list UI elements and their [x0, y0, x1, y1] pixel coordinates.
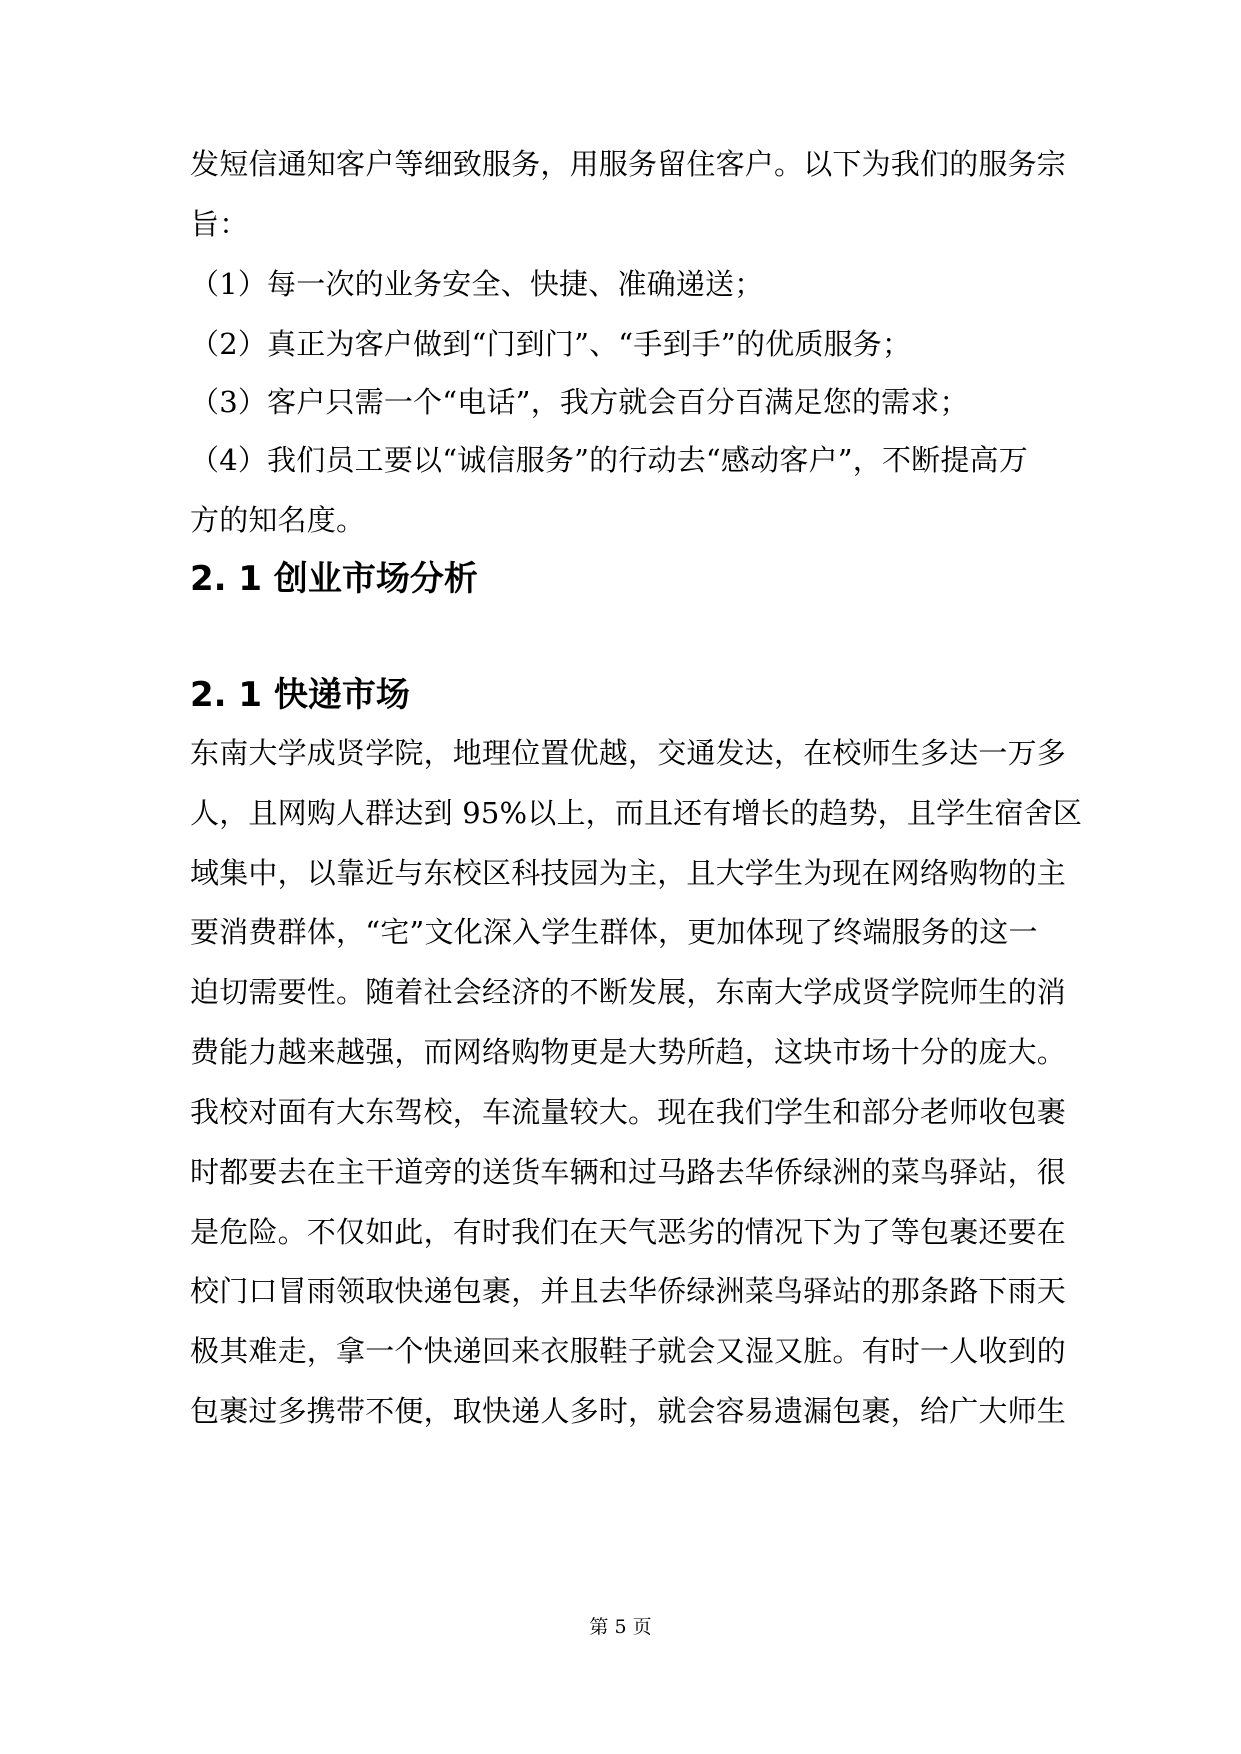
intro-line-1: 发短信通知客户等细致服务，用服务留住客户。以下为我们的服务宗 — [190, 147, 1067, 181]
section-heading-market-analysis: 2. 1 创业市场分析 — [190, 559, 478, 599]
service-item-2: （2）真正为客户做到“门到门”、“手到手”的优质服务； — [190, 327, 912, 361]
market-line-3: 域集中，以靠近与东校区科技园为主，且大学生为现在网络购物的主 — [190, 856, 1067, 890]
section-heading-express-market: 2. 1 快递市场 — [190, 675, 410, 715]
service-item-3: （3）客户只需一个“电话”，我方就会百分百满足您的需求； — [190, 385, 969, 419]
service-item-1: （1）每一次的业务安全、快捷、准确递送； — [190, 267, 764, 301]
market-line-6: 费能力越来越强，而网络购物更是大势所趋，这块市场十分的庞大。 — [190, 1035, 1067, 1069]
market-line-2: 人，且网购人群达到 95%以上，而且还有增长的趋势，且学生宿舍区 — [190, 796, 1083, 830]
service-item-4-line-2: 方的知名度。 — [190, 503, 366, 537]
market-line-9: 是危险。不仅如此，有时我们在天气恶劣的情况下为了等包裹还要在 — [190, 1215, 1067, 1249]
market-line-11: 极其难走，拿一个快递回来衣服鞋子就会又湿又脏。有时一人收到的 — [190, 1334, 1067, 1368]
intro-line-2: 旨： — [190, 207, 249, 241]
market-line-7: 我校对面有大东驾校，车流量较大。现在我们学生和部分老师收包裹 — [190, 1095, 1067, 1129]
service-item-4-line-1: （4）我们员工要以“诚信服务”的行动去“感动客户”，不断提高万 — [190, 443, 1028, 477]
market-line-12: 包裹过多携带不便，取快递人多时，就会容易遗漏包裹，给广大师生 — [190, 1394, 1067, 1428]
market-line-10: 校门口冒雨领取快递包裹，并且去华侨绿洲菜鸟驿站的那条路下雨天 — [190, 1274, 1067, 1308]
market-line-1: 东南大学成贤学院，地理位置优越，交通发达，在校师生多达一万多 — [190, 736, 1067, 770]
market-line-5: 迫切需要性。随着社会经济的不断发展，东南大学成贤学院师生的消 — [190, 975, 1067, 1009]
page-number-footer: 第 5 页 — [589, 1616, 652, 1638]
market-line-8: 时都要去在主干道旁的送货车辆和过马路去华侨绿洲的菜鸟驿站，很 — [190, 1155, 1067, 1189]
market-line-4: 要消费群体，“宅”文化深入学生群体，更加体现了终端服务的这一 — [190, 915, 1038, 949]
